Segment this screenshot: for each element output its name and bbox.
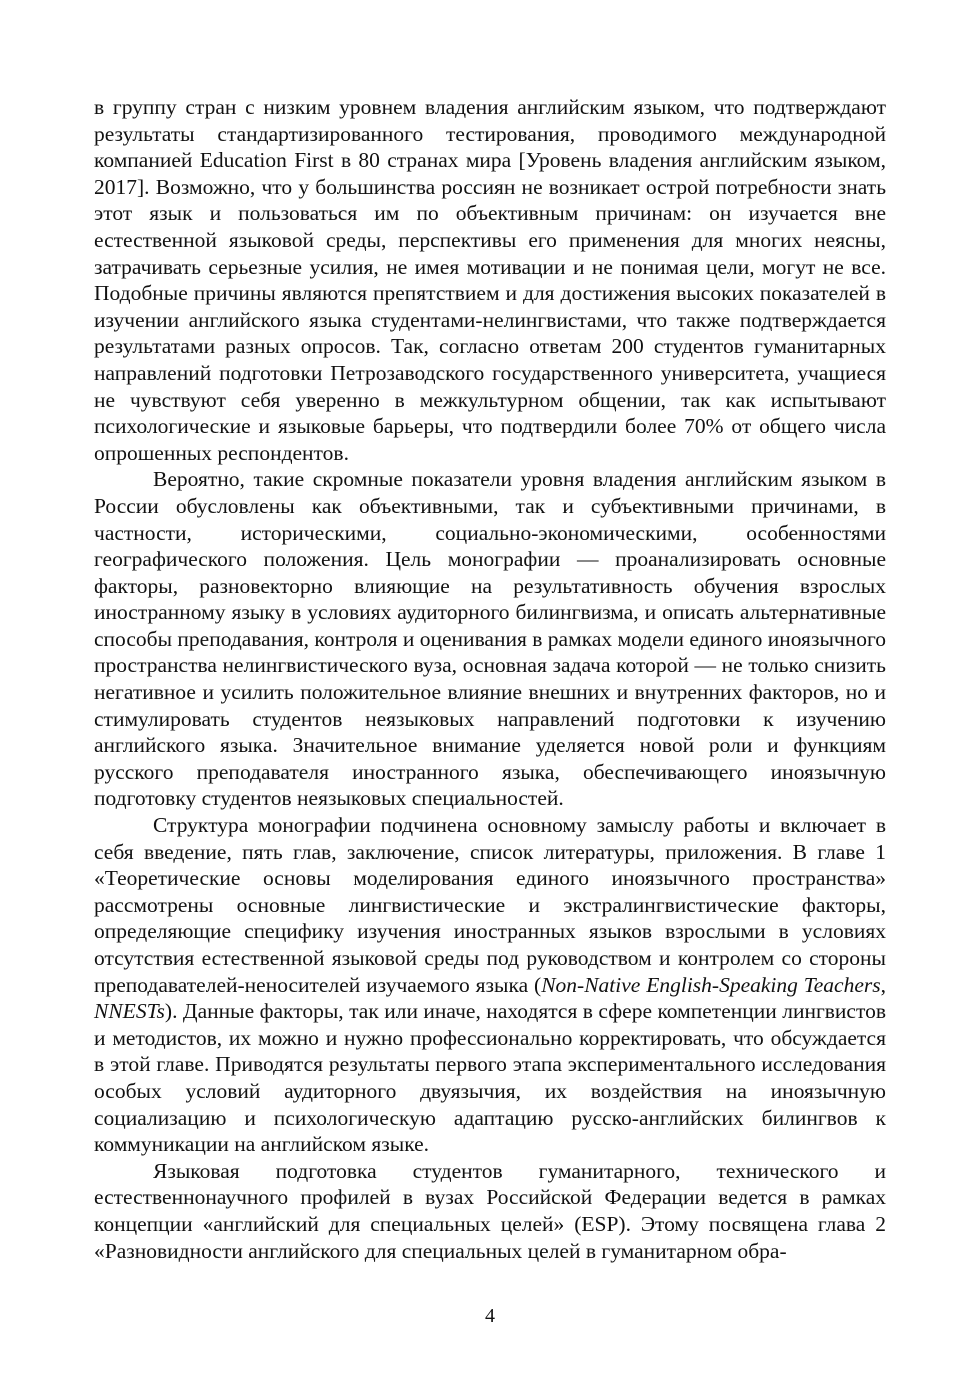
page-number: 4 — [485, 1305, 495, 1327]
paragraph-2 — [94, 466, 886, 812]
body-text — [94, 94, 886, 1264]
paragraph-3 — [94, 812, 886, 1158]
paragraph-3-text-a: Структура монографии подчинена основному замыслу работы и включает в себя введение, пять глав, заключение, список литературы, приложения. В главе 1 «Теоретические основы моделирования единого иноязычного пространства» рассмотрены основные лингвистические и экстралингвистические факторы, определяющие специфику изучения иностранных языков взрослыми в условиях отсутствия естественной языковой среды под руководством и контролем со стороны преподавателей-неносителей изучаемого языка ( — [94, 813, 886, 997]
paragraph-1-text: в группу стран с низким уровнем владения английским языком, что подтверждают результаты стандартизированного тестирования, проводимого международной компанией Education First в 80 странах мира [Уровень владения английским языком, 2017]. Возможно, что у большинства россиян не возникает острой потребности знать этот язык и пользоваться им по объективным причинам: он изучается вне естественной языковой среды, перспективы его применения для многих неясны, затрачивать серьезные усилия, не имея мотивации и не понимая цели, могут не все. Подобные причины являются препятствием и для достижения высоких показателей в изучении английского языка студентами-нелингвистами, что также подтверждается результатами разных опросов. Так, согласно ответам 200 студентов гуманитарных направлений подготовки Петрозаводского государственного университета, учащиеся не чувствуют себя уверенно в межкультурном общении, так как испытывают психологические и языковые барьеры, что подтвердили более 70% от общего числа опрошенных респондентов. — [94, 95, 886, 465]
paragraph-1 — [94, 94, 886, 466]
paragraph-3-italic-term: Non-Native English-Speaking Teachers — [541, 972, 881, 997]
paragraph-4 — [94, 1158, 886, 1264]
paragraph-2-text: Вероятно, такие скромные показатели уровня владения английским языком в России обусловлены как объективными, так и субъективными причинами, в частности, историческими, социально-экономическими, особенностями географического положения. Цель монографии — проанализировать основные факторы, разновекторно влияющие на результативность обучения взрослых иностранному языку в условиях аудиторного билингвизма, и описать альтернативные способы преподавания, контроля и оценивания в рамках модели единого иноязычного пространства нелингвистического вуза, основная задача которой — не только снизить негативное и усилить положительное влияние внешних и внутренних факторов, но и стимулировать студентов неязыковых направлений подготовки к изучению английского языка. Значительное внимание уделяется новой роли и функциям русского преподавателя иностранного языка, обеспечивающего иноязычную подготовку студентов неязыковых специальностей. — [94, 467, 886, 811]
paragraph-3-comma: , — [880, 972, 886, 997]
paragraph-4-text: Языковая подготовка студентов гуманитарного, технического и естественнонаучного профилей в вузах Российской Федерации ведется в рамках концепции «английский для специальных целей» (ESP). Этому посвящена глава 2 «Разновидности английского для специальных целей в гуманитарном обра- — [94, 1158, 886, 1263]
paragraph-3-italic-abbr: NNESTs — [94, 999, 165, 1024]
paragraph-3-text-b: ). Данные факторы, так или иначе, находятся в сфере компетенции лингвистов и методистов, их можно и нужно профессионально корректировать, что обсуждается в этой главе. Приводятся результаты первого этапа экспериментального исследования особых условий аудиторного двуязычия, их воздействия на иноязычную социализацию и психологическую адаптацию русско-английских билингвов к коммуникации на английском языке. — [94, 999, 886, 1157]
